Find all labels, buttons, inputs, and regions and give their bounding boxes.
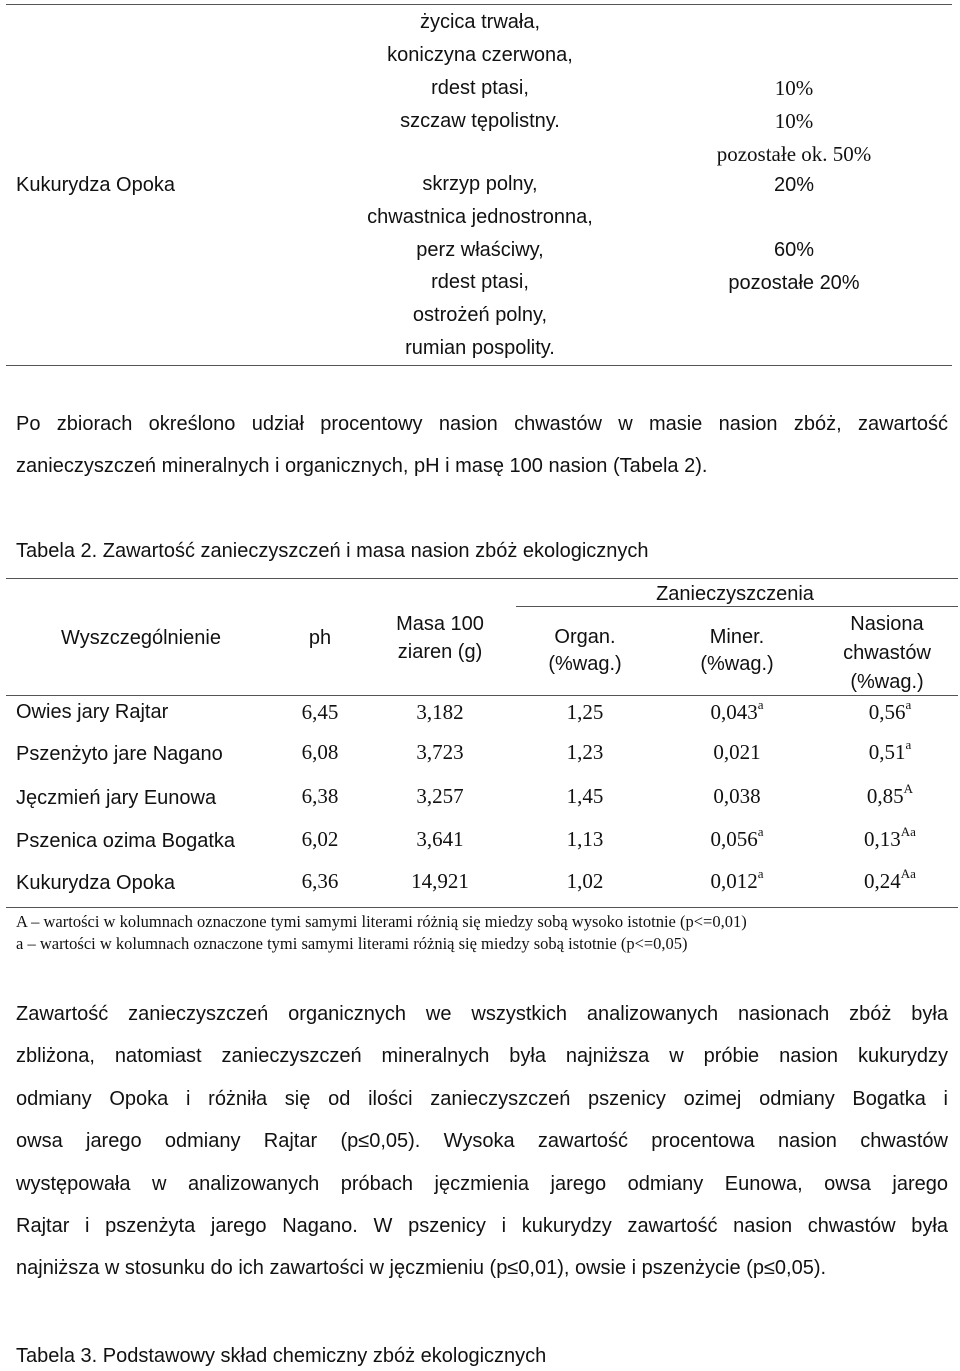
row-name: Pszenica ozima Bogatka — [16, 830, 236, 852]
row-mass: 3,182 — [416, 700, 464, 724]
table2-top-rule — [6, 578, 958, 579]
row-ph: 6,36 — [301, 869, 339, 893]
row-organ: 1,13 — [566, 827, 604, 851]
header-miner-line: Miner. — [709, 626, 765, 648]
weed-item: skrzyp polny, — [422, 173, 538, 195]
row-organ: 1,23 — [566, 740, 604, 764]
header-seeds — [812, 610, 960, 697]
table2-note-a: a – wartości w kolumnach oznaczone tymi samymi literami różnią się miedzy sobą istotnie (p<=0,05) — [16, 934, 688, 953]
weed-list-2 — [330, 168, 630, 365]
paragraph-line: występowała w analizowanych próbach jęczmienia jarego odmiany Eunowa, owsa jarego — [16, 1172, 948, 1195]
row-seeds — [820, 737, 960, 765]
header-organ — [520, 624, 650, 678]
row-miner-sup: a — [757, 697, 764, 712]
row-ph: 6,45 — [301, 700, 339, 724]
row-miner — [672, 740, 802, 765]
row-seeds-sup: Aa — [900, 866, 916, 881]
row-name: Pszenżyto jare Nagano — [16, 743, 223, 765]
weed-item: życica trwała, — [419, 11, 541, 33]
row-miner-sup: a — [757, 824, 764, 839]
table2-header-rule — [6, 695, 958, 696]
row-seeds-value: 0,24 — [864, 869, 901, 893]
header-mass — [370, 610, 510, 666]
paragraph-line: owsa jarego odmiany Rajtar (p≤0,05). Wysoka zawartość procentowa nasion chwastów — [16, 1130, 948, 1153]
row-seeds-value: 0,13 — [864, 827, 901, 851]
row-name: Jęczmień jary Eunowa — [16, 787, 217, 809]
row-seeds — [820, 824, 960, 852]
header-organ-line: Organ. — [554, 626, 616, 648]
row-seeds — [820, 697, 960, 725]
header-seeds-line: (%wag.) — [850, 671, 924, 693]
table2-note-A: A – wartości w kolumnach oznaczone tymi samymi literami różnią się miedzy sobą wysoko istotnie (p<=0,01) — [16, 912, 747, 931]
header-zanieczyszczenia: Zanieczyszczenia — [656, 583, 814, 605]
share-60: 60% — [773, 239, 815, 261]
header-mass-line: ziaren (g) — [397, 641, 483, 663]
row-ph: 6,08 — [301, 740, 339, 764]
table2-row — [0, 825, 960, 861]
row-seeds — [820, 781, 960, 809]
weed-item: szczaw tępolistny. — [400, 110, 560, 132]
share-item: 10% — [774, 109, 814, 133]
share-item: pozostałe ok. 50% — [716, 142, 872, 166]
row-mass: 3,641 — [416, 827, 464, 851]
row-miner-value: 0,056 — [710, 827, 758, 851]
row-mass: 3,257 — [416, 784, 464, 808]
top-table-bottom-rule — [6, 365, 952, 366]
row-miner — [672, 784, 802, 809]
weed-item: rdest ptasi, — [431, 77, 529, 99]
row-miner — [672, 697, 802, 725]
weed-item: perz właściwy, — [416, 238, 544, 261]
row-seeds-value: 0,51 — [868, 740, 906, 764]
share-list-1 — [674, 72, 914, 171]
table2-row — [0, 698, 960, 734]
top-table-top-rule — [6, 4, 952, 5]
table2-row — [0, 782, 960, 818]
weed-item: ostrożeń polny, — [412, 304, 548, 327]
weed-item: rumian pospolity. — [405, 336, 555, 359]
header-mass-line: Masa 100 — [396, 613, 484, 635]
header-organ-line: (%wag.) — [548, 653, 622, 675]
row-organ: 1,02 — [566, 869, 604, 893]
row-seeds-sup: A — [903, 781, 914, 796]
share-20: 20% — [773, 174, 815, 196]
weed-item: koniczyna czerwona, — [387, 44, 573, 66]
row-seeds — [820, 866, 960, 894]
paragraph-line: najniższa w stosunku do ich zawartości w jęczmieniu (p≤0,01), owsie i pszenżycie (p≤0,05). — [16, 1257, 827, 1280]
paragraph-line: zbliżona, natomiast zanieczyszczeń mineralnych była najniższa w próbie nasion kukurydzy — [16, 1045, 948, 1068]
row-seeds-sup: a — [905, 737, 912, 752]
row-seeds-sup: a — [905, 697, 912, 712]
row-mass: 14,921 — [411, 869, 469, 893]
row-miner-value: 0,043 — [710, 700, 758, 724]
table2-bottom-rule — [6, 907, 958, 908]
row-mass: 3,723 — [416, 740, 464, 764]
paragraph-2 — [16, 993, 948, 1290]
row-miner-value: 0,021 — [713, 740, 761, 764]
row-name: Owies jary Rajtar — [16, 701, 169, 723]
header-seeds-line: Nasiona — [850, 613, 924, 635]
paragraph-line: zanieczyszczeń mineralnych i organicznych, pH i masę 100 nasion (Tabela 2). — [16, 455, 708, 478]
table3-caption: Tabela 3. Podstawowy skład chemiczny zbóż ekologicznych — [16, 1345, 547, 1367]
paragraph-line: Po zbiorach określono udział procentowy nasion chwastów w masie nasion zbóż, zawartość — [16, 413, 948, 435]
row-seeds-value: 0,85 — [866, 784, 904, 808]
table2-caption: Tabela 2. Zawartość zanieczyszczeń i masa nasion zbóż ekologicznych — [16, 540, 649, 562]
row-miner — [672, 866, 802, 894]
weed-item: rdest ptasi, — [431, 271, 529, 294]
weed-item: chwastnica jednostronna, — [367, 205, 593, 228]
table2-row — [0, 867, 960, 903]
paragraph-line: Zawartość zanieczyszczeń organicznych we wszystkich analizowanych nasionach zbóż była — [16, 1003, 948, 1025]
row-miner-value: 0,012 — [710, 869, 758, 893]
row-ph: 6,38 — [301, 784, 339, 808]
header-wyszczegolnienie: Wyszczególnienie — [61, 627, 221, 649]
row-seeds-sup: Aa — [900, 824, 916, 839]
row-organ: 1,45 — [566, 784, 604, 808]
paragraph-line: Rajtar i pszenżyta jarego Nagano. W pszenicy i kukurydzy zawartość nasion chwastów była — [16, 1214, 948, 1237]
share-item: 10% — [774, 76, 814, 100]
crop-name: Kukurydza Opoka — [16, 174, 175, 196]
paragraph-line: odmiany Opoka i różniła się od ilości zanieczyszczeń pszenicy ozimej odmiany Bogatka i — [16, 1087, 948, 1110]
row-name: Kukurydza Opoka — [16, 872, 175, 894]
row-ph: 6,02 — [301, 827, 339, 851]
weed-list-1 — [330, 6, 630, 138]
table2-row — [0, 737, 960, 776]
row-organ: 1,25 — [566, 700, 604, 724]
header-miner-line: (%wag.) — [700, 653, 774, 675]
paragraph-1 — [16, 403, 948, 488]
row-seeds-value: 0,56 — [868, 700, 906, 724]
header-seeds-line: chwastów — [843, 642, 931, 664]
row-miner-value: 0,038 — [713, 784, 761, 808]
row-miner — [672, 824, 802, 852]
share-rest: pozostałe 20% — [728, 272, 860, 294]
header-ph: ph — [308, 627, 332, 649]
row-miner-sup: a — [757, 866, 764, 881]
header-miner — [672, 624, 802, 678]
